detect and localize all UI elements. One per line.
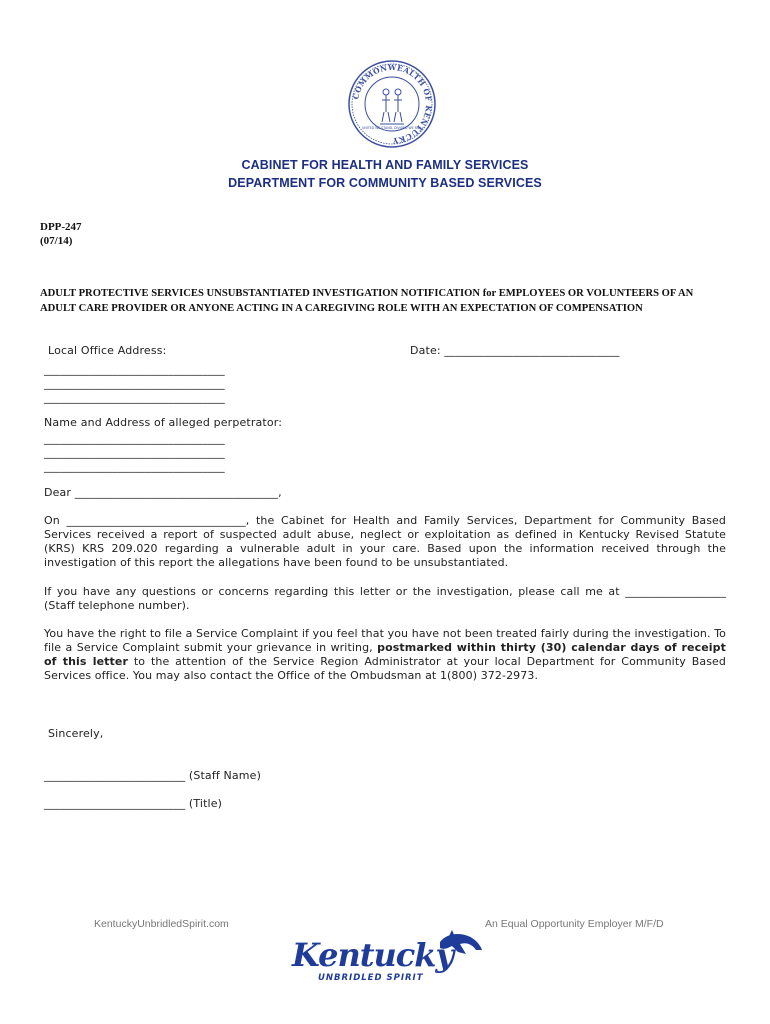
office-address-line-1[interactable]: ________________________________ bbox=[44, 363, 225, 376]
header-department: DEPARTMENT FOR COMMUNITY BASED SERVICES bbox=[228, 176, 542, 190]
dear-line[interactable]: Dear ____________________________________, bbox=[44, 486, 282, 499]
seal-motto: UNITED WE STAND, DIVIDED WE FALL bbox=[362, 126, 422, 130]
perpetrator-line-2[interactable]: ________________________________ bbox=[44, 446, 225, 459]
svg-text:COMMONWEALTH OF KENTUCKY bbox=[351, 63, 433, 145]
paragraph-report: On ________________________________, the Cabinet for Health and Family Services, Department for Community Based Services received a report of suspected adult abuse, neglect or exploitation as defined in Kentucky Revised Statute (KRS) KRS 209.020 regarding a vulnerable adult in your care. Based upon the information received through the investigation of this report the allegations have been found to be unsubstantiated. bbox=[44, 514, 726, 569]
closing-salutation: Sincerely, bbox=[48, 727, 104, 740]
seal-ring-text: COMMONWEALTH OF KENTUCKY bbox=[351, 62, 434, 146]
local-office-label: Local Office Address: bbox=[48, 344, 167, 357]
complaint-text-a: You have the right to file a Service Complaint if you feel that you have not been treated fairly during the investigation. To file a Service Complaint submit your grievance in writing, bbox=[44, 627, 726, 654]
paragraph-complaint bbox=[44, 627, 726, 683]
complaint-deadline: postmarked within thirty (30) calendar days of receipt of this letter bbox=[44, 641, 726, 668]
header-cabinet: CABINET FOR HEALTH AND FAMILY SERVICES bbox=[241, 158, 529, 172]
form-revision: (07/14) bbox=[40, 235, 73, 247]
perpetrator-label: Name and Address of alleged perpetrator: bbox=[44, 416, 283, 429]
subject-line-1: ADULT PROTECTIVE SERVICES UNSUBSTANTIATED INVESTIGATION NOTIFICATION for EMPLOYEES OR VOLUNTEERS OF AN bbox=[40, 288, 694, 299]
footer-employer: An Equal Opportunity Employer M/F/D bbox=[485, 918, 664, 930]
title-line[interactable]: _________________________ (Title) bbox=[44, 797, 223, 810]
logo-tagline: UNBRIDLED SPIRIT bbox=[318, 973, 424, 983]
office-address-line-3[interactable]: ________________________________ bbox=[44, 391, 225, 404]
subject-line-2: ADULT CARE PROVIDER OR ANYONE ACTING IN A CAREGIVING ROLE WITH AN EXPECTATION OF COMPENSATION bbox=[40, 303, 643, 314]
date-field[interactable]: Date: _______________________________ bbox=[410, 344, 620, 357]
footer-website: KentuckyUnbridledSpirit.com bbox=[94, 918, 229, 930]
perpetrator-line-1[interactable]: ________________________________ bbox=[44, 432, 225, 445]
paragraph-questions: If you have any questions or concerns regarding this letter or the investigation, please call me at __________________ (Staff telephone number). bbox=[44, 585, 726, 612]
perpetrator-line-3[interactable]: ________________________________ bbox=[44, 460, 225, 473]
staff-name-line[interactable]: _________________________ (Staff Name) bbox=[44, 769, 262, 782]
kentucky-seal-icon bbox=[348, 60, 436, 148]
form-number: DPP-247 bbox=[40, 221, 82, 233]
kentucky-unbridled-spirit-logo bbox=[288, 928, 488, 986]
complaint-text-b: to the attention of the Service Region Administrator at your local Department for Community Based Services office. You may also contact the Office of the Ombudsman at 1(800) 372-2973. bbox=[44, 655, 726, 682]
logo-wordmark: Kentucky bbox=[292, 936, 454, 974]
office-address-line-2[interactable]: ________________________________ bbox=[44, 377, 225, 390]
